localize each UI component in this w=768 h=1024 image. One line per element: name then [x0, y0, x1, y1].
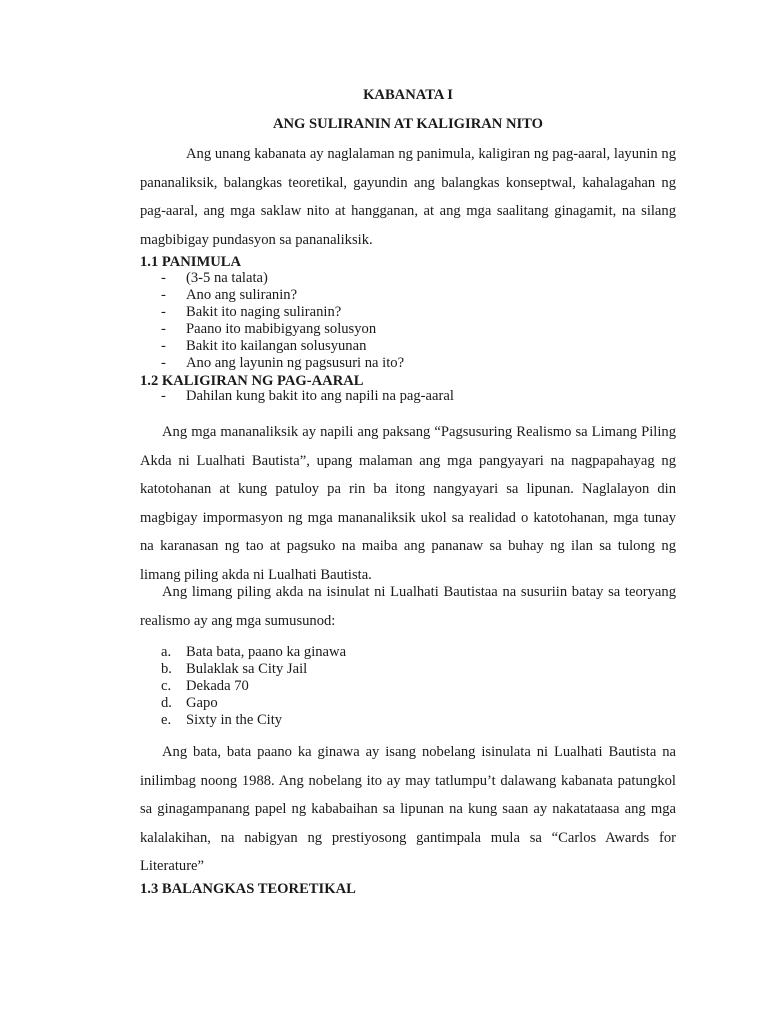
list-item: - Ano ang suliranin? [161, 286, 298, 303]
section-2-paragraph-3: Ang bata, bata paano ka ginawa ay isang nobelang isinulata ni Lualhati Bautista na inilimbag noong 1988. Ang nobelang ito ay may tatlumpu’t dalawang kabanata patungkol sa ginagampanang papel ng kababaihan sa lipunan na kung saan ay nakatataasa ang mga kalalakihan, na nabigyan ng prestiyosong gantimpala mula sa “Carlos Awards for Literature” [140, 744, 676, 874]
section-1-list [140, 270, 676, 371]
intro-paragraph: Ang unang kabanata ay naglalaman ng panimula, kaligiran ng pag-aaral, layunin ng pananaliksik, balangkas teoretikal, gayundin ang balangkas konseptwal, kahalagahan ng pag-aaral, ang mga saklaw nito at hangganan, at ang mga saalitang ginagamit, na silang magbibigay pundasyon sa pananaliksik. [140, 146, 676, 248]
list-item: - Bakit ito kailangan solusyunan [161, 337, 367, 354]
list-item: b. Bulaklak sa City Jail [161, 660, 308, 677]
list-item: e. Sixty in the City [161, 711, 283, 728]
section-1-heading: 1.1 PANIMULA [140, 254, 242, 270]
list-item: a. Bata bata, paano ka ginawa [161, 644, 347, 660]
list-item: - Ano ang layunin ng pagsusuri na ito? [161, 354, 405, 371]
section-2-paragraph-2: Ang limang piling akda na isinulat ni Lualhati Bautistaa na susuriin batay sa teoryang realismo ay ang mga sumusunod: [140, 584, 676, 629]
chapter-label: KABANATA I [363, 87, 453, 103]
section-2-heading: 1.2 KALIGIRAN NG PAG-AARAL [140, 373, 364, 389]
section-2-paragraph-1: Ang mga mananaliksik ay napili ang paksang “Pagsusuring Realismo sa Limang Piling Akda ni Lualhati Bautista”, upang malaman ang mga pangyayari na nagpapahayag ng katotohanan at kung patuloy pa rin ba itong nangyayari sa lipunan. Naglalayon din magbigay impormasyon ng mga mananaliksik ukol sa realidad o katotohanan, mga tunay na karanasan ng tao at pagsuko na maiba ang pananaw sa buhay ng ilan sa tulong ng limang piling akda ni Lualhati Bautista. [140, 424, 676, 583]
list-item: - Dahilan kung bakit ito ang napili na pag-aaral [161, 388, 454, 404]
section-2-list [140, 388, 676, 405]
works-list [140, 644, 676, 729]
list-item: d. Gapo [161, 694, 218, 711]
list-item: c. Dekada 70 [161, 677, 249, 694]
chapter-title: ANG SULIRANIN AT KALIGIRAN NITO [272, 116, 544, 132]
list-item: - Bakit ito naging suliranin? [161, 303, 342, 320]
list-item: - Paano ito mabibigyang solusyon [161, 320, 377, 337]
section-3-heading: 1.3 BALANGKAS TEORETIKAL [140, 881, 356, 897]
list-item: - (3-5 na talata) [161, 270, 268, 286]
